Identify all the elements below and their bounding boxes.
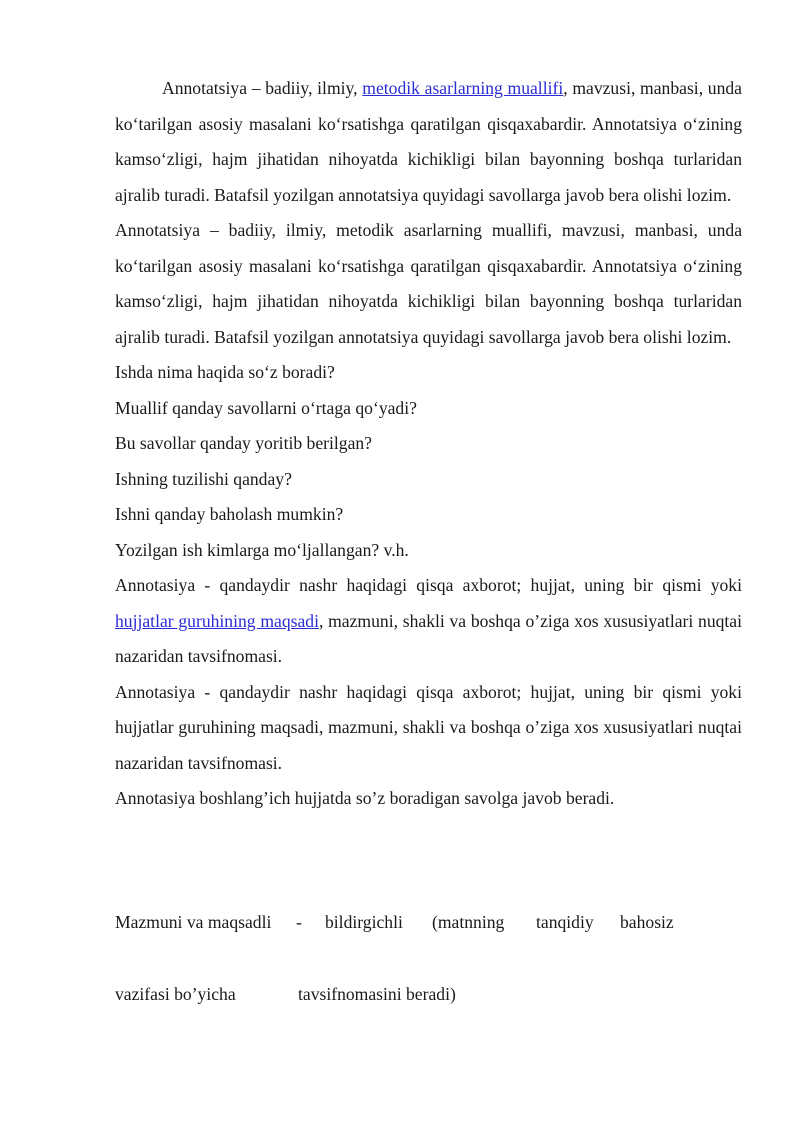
link-metodik-asarlar[interactable]: metodik asarlarning muallifi (362, 78, 564, 98)
document-body (115, 71, 742, 817)
row1-word-2: (matnning (432, 912, 505, 932)
paragraph-1: Annotatsiya – badiiy, ilmiy, metodik asarlarning muallifi, mavzusi, manbasi, unda ko‘tarilgan asosiy masalani ko‘rsatishga qaratilgan qisqaxabardir. Annotatsiya o‘zining kamso‘zligi, hajm jihatidan nihoyatda kichikligi bilan bayonning boshqa turlaridan ajralib turadi. Batafsil yozilgan annotatsiya quyidagi savollarga javob bera olishi lozim. (115, 78, 742, 205)
row1-word-4: bahosiz (620, 912, 674, 932)
row1-label: Mazmuni va maqsadli (115, 912, 272, 932)
question-1: Ishda nima haqida so‘z boradi? (115, 362, 335, 382)
row1-word-1: bildirgichli (325, 912, 403, 932)
question-5: Ishni qanday baholash mumkin? (115, 504, 344, 524)
paragraph-2: Annotatsiya – badiiy, ilmiy, metodik asarlarning muallifi, mavzusi, manbasi, unda ko‘tarilgan asosiy masalani ko‘rsatishga qaratilgan qisqaxabardir. Annotatsiya o‘zining kamso‘zligi, hajm jihatidan nihoyatda kichikligi bilan bayonning boshqa turlaridan ajralib turadi. Batafsil yozilgan annotatsiya quyidagi savollarga javob bera olishi lozim. (115, 220, 742, 347)
question-3: Bu savollar qanday yoritib berilgan? (115, 433, 372, 453)
link-hujjatlar-guruhi[interactable]: hujjatlar guruhining maqsadi (115, 610, 319, 631)
question-6: Yozilgan ish kimlarga mo‘ljallangan? v.h. (115, 539, 409, 560)
question-2: Muallif qanday savollarni o‘rtaga qo‘yadi? (115, 397, 417, 418)
row1-word-3: tanqidiy (536, 912, 594, 932)
paragraph-5: Annotasiya boshlang’ich hujjatda so’z boradigan savolga javob beradi. (115, 788, 615, 808)
row1-dash: - (296, 912, 302, 932)
question-4: Ishning tuzilishi qanday? (115, 468, 292, 489)
paragraph-4: Annotasiya - qandaydir nashr haqidagi qisqa axborot; hujjat, uning bir qismi yoki hujjatlar guruhining maqsadi, mazmuni, shakli va boshqa o’ziga xos xususiyatlari nuqtai nazaridan tavsifnomasi. (115, 681, 742, 773)
paragraph-3: Annotasiya - qandaydir nashr haqidagi qisqa axborot; hujjat, uning bir qismi yoki hujjatlar guruhining maqsadi, mazmuni, shakli va boshqa o’ziga xos xususiyatlari nuqtai nazaridan tavsifnomasi. (115, 575, 742, 666)
row2-text: tavsifnomasini beradi) (298, 984, 456, 1004)
row2-label: vazifasi bo’yicha (115, 984, 236, 1004)
